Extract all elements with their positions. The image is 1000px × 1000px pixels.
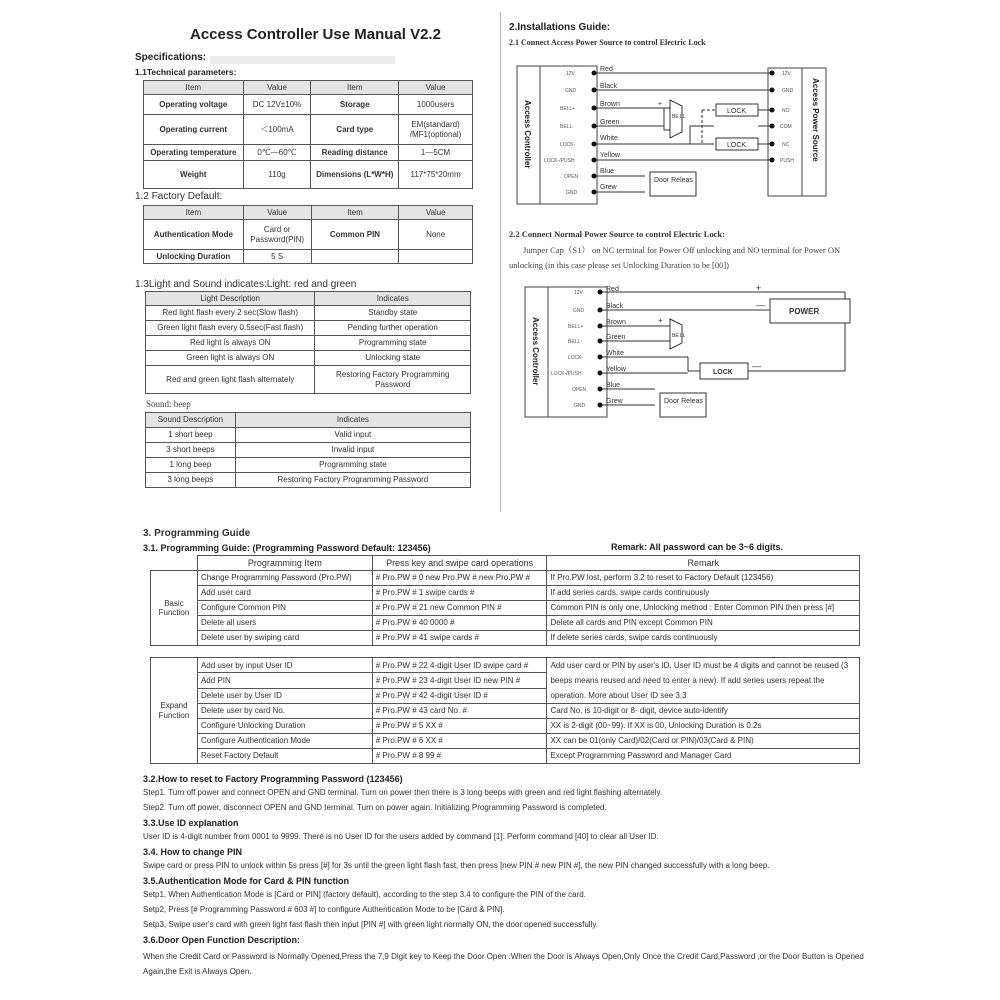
s35-heading: 3.5.Authentication Mode for Card & PIN function (143, 876, 350, 886)
s33-text: User ID is 4-digit number from 0001 to 9999. There is no User ID for the users added by command [1]. Perform command [40] to clear all User ID. (143, 832, 659, 841)
controller-terminal: 12V (566, 71, 575, 77)
lock-label: LOCK (713, 369, 733, 376)
expand-item: Delete user by card No. (197, 704, 372, 719)
ps-terminal: NO (782, 108, 790, 114)
tech-header: Item (311, 81, 399, 95)
factory-cell: Authentication Mode (144, 220, 244, 250)
s33-heading: 3.3.Use ID explanation (143, 818, 239, 828)
ps-terminal: GND (782, 88, 794, 94)
controller-terminal: BELL+ (568, 324, 584, 330)
light-cell: Green light is always ON (146, 351, 315, 366)
ps-terminal: COM (780, 124, 792, 130)
sound-cell: 3 short beeps (146, 443, 236, 458)
light-cell: Red and green light flash alternately (146, 366, 315, 394)
wiring-diagram-1 (510, 60, 840, 210)
factory-cell: 5 S (243, 250, 311, 264)
wire-label: Black (600, 83, 618, 90)
s35-step1: Setp1, When Authentication Mode is [Card or PIN] (factory default), according to the step 3.4 to configure the PIN of the card. (143, 890, 586, 899)
light-cell: Standby state (315, 306, 471, 321)
controller-terminal: GND (573, 308, 585, 314)
col-item-header: Programming Item (197, 556, 372, 571)
sections-block (143, 774, 883, 979)
controller-terminal: LOCK- (560, 142, 576, 148)
controller-terminal: LOCK-/PUSH (551, 371, 582, 377)
basic-op: # Pro.PW # 21 new Common PIN # (372, 601, 547, 616)
wire-label: Grew (606, 398, 623, 405)
column-divider (500, 12, 501, 512)
tech-cell: ＜100mA (243, 115, 311, 145)
expand-function-label: Expand Function (151, 658, 198, 764)
basic-remark: If Pro.PW lost, perform 3.2 to reset to Factory Default (123456) (547, 571, 860, 586)
basic-item: Delete user by swiping card (197, 631, 372, 646)
wire-label: Black (606, 303, 624, 310)
controller-terminal: GND (565, 88, 577, 94)
controller-terminal: GND (566, 190, 578, 196)
specs-heading: Specifications: (135, 52, 207, 63)
factory-header: Value (243, 206, 311, 220)
wiring-diagram-2 (520, 283, 860, 423)
sound-cell: Invalid input (235, 443, 470, 458)
wire-label: Red (600, 66, 613, 73)
controller-label-2: Access Controller (531, 317, 540, 386)
factory-cell (311, 250, 399, 264)
s36-text: When the Credit Card or Password is Normally Opened,Press the 7,9 Digit key to Keep the Door Open .When the Door is Always Open,Only Once the Credit Card,Password ,or the Door Button is Opened Again,the Exit is Always Open. (143, 952, 864, 976)
tech-cell: 110g (243, 161, 311, 189)
basic-op: # Pro.PW # 41 swipe cards # (372, 631, 547, 646)
expand-op: # Pro.PW # 22 4-digit User ID swipe card # (372, 658, 547, 673)
basic-op: # Pro.PW # 0 new Pro.PW # new Pro.PW # (372, 571, 547, 586)
sound-table (145, 412, 471, 488)
expand-op: # Pro.PW # 43 card No. # (372, 704, 547, 719)
tech-cell: Operating voltage (144, 95, 244, 115)
tech-cell: Operating temperature (144, 145, 244, 161)
factory-cell: Common PIN (311, 220, 399, 250)
expand-remark: Card No. is 10-digit or 8- digit, device auto-identify (547, 704, 860, 719)
s34-heading: 3.4. How to change PIN (143, 847, 243, 857)
tech-cell: 1000users (399, 95, 473, 115)
basic-op: # Pro.PW # 40 0000 # (372, 616, 547, 631)
ps-terminal: 12V (782, 71, 791, 77)
expand-item: Add PIN (197, 673, 372, 688)
light-cell: Red light flash every 2 sec(Slow flash) (146, 306, 315, 321)
expand-item: Delete user by User ID (197, 688, 372, 703)
door-release-box-1 (650, 172, 696, 196)
install-sub1: 2.1 Connect Access Power Source to control Electric Lock (509, 38, 706, 47)
door-release-label: Door Releas (654, 177, 693, 184)
expand-op: # Pro.PW # 6 XX # (372, 734, 547, 749)
wire-label: White (600, 135, 618, 142)
tech-header: Value (243, 81, 311, 95)
controller-terminal: BELL- (568, 339, 582, 345)
wire-label: Brown (600, 101, 620, 108)
svg-text:+: + (658, 101, 663, 108)
light-header: Light Description (146, 292, 315, 306)
factory-header: Item (144, 206, 244, 220)
tech-cell: Dimensions (L*W*H) (311, 161, 399, 189)
tech-params-table (143, 80, 473, 189)
lock-label: LOCK (727, 108, 747, 115)
tech-cell: Operating current (144, 115, 244, 145)
col-remark-header: Remark (547, 556, 860, 571)
wire-label: Yellow (600, 152, 620, 159)
light-cell: Pending further operation (315, 321, 471, 336)
ps-terminal: PUSH (780, 158, 794, 164)
power-label: POWER (789, 307, 820, 316)
col-ops-header: Press key and swipe card operations (372, 556, 547, 571)
basic-op: # Pro.PW # 1 swipe cards # (372, 586, 547, 601)
s32-step1: Step1. Turn off power and connect OPEN and GND terminal. Turn on power then there is 3 long beeps with green and red light flashing alternately. (143, 788, 663, 797)
sound-cell: 3 long beeps (146, 473, 236, 488)
door-release-label: Door Releas (664, 398, 703, 405)
expand-remark: Except Programming Password and Manager Card (547, 749, 860, 764)
basic-remark: Delete all cards and PIN except Common PIN (547, 616, 860, 631)
tech-header: Item (144, 81, 244, 95)
bell-label: BE LL (672, 333, 686, 339)
light-cell: Unlocking state (315, 351, 471, 366)
sound-cell: 1 long beep (146, 458, 236, 473)
factory-header: Item (311, 206, 399, 220)
tech-cell: Card type (311, 115, 399, 145)
tech-cell: EM(standard) /MF1(optional) (399, 115, 473, 145)
expand-op: # Pro.PW # 23 4-digit User ID new PIN # (372, 673, 547, 688)
programming-sub: 3.1. Programming Guide: (Programming Password Default: 123456) (143, 543, 431, 553)
tech-cell: Storage (311, 95, 399, 115)
s34-text: Swipe card or press PIN to unlock within 5s press [#] for 3s until the green light flash fast, then press [new PIN # new PIN #], the new PIN changed successfully with a long beep. (143, 861, 770, 870)
svg-text:+: + (756, 283, 762, 293)
s36-heading: 3.6.Door Open Function Description: (143, 935, 301, 945)
lock-label: LOCK (727, 142, 747, 149)
light-cell: Programming state (315, 336, 471, 351)
factory-cell: Card or Password(PIN) (243, 220, 311, 250)
expand-remark: XX can be 01(only Card)/02(Card or PIN)/03(Card & PIN) (547, 734, 860, 749)
controller-terminal: GND (574, 403, 586, 409)
light-table (145, 291, 471, 394)
install-sub2: 2.2 Connect Normal Power Source to control Electric Lock: (509, 229, 725, 239)
light-header: Indicates (315, 292, 471, 306)
wire-label: Green (606, 334, 626, 341)
sound-header: Indicates (235, 413, 470, 428)
tech-cell: 117*75*20mm (399, 161, 473, 189)
controller-terminal: LOCK- (568, 355, 584, 361)
sound-cell: 1 short beep (146, 428, 236, 443)
tech-cell: 1—5CM (399, 145, 473, 161)
sound-header: Sound Description (146, 413, 236, 428)
basic-item: Configure Common PIN (197, 601, 372, 616)
ps-terminal: NC (782, 142, 790, 148)
door-release-box-2 (660, 393, 706, 417)
s35-step2: Setp2, Press [# Programming Password # 603 #] to configure Authentication Mode to be [Card & PIN]. (143, 905, 505, 914)
programming-table (150, 555, 860, 764)
wire-label: Brown (606, 319, 626, 326)
tech-cell: Reading distance (311, 145, 399, 161)
expand-op: # Pro.PW # 8 99 # (372, 749, 547, 764)
factory-heading: 1.2 Factory Default: (135, 191, 223, 202)
tech-cell: 0℃—60℃ (243, 145, 311, 161)
factory-cell: None (399, 220, 473, 250)
install-heading: 2.Installations Guide: (509, 22, 611, 33)
basic-remark: Common PIN is only one, Unlocking method : Enter Common PIN then press [#] (547, 601, 860, 616)
basic-item: Delete all users (197, 616, 372, 631)
controller-terminal: BELL- (560, 124, 574, 130)
wire-label: Blue (600, 168, 615, 175)
controller-terminal: OPEN (564, 174, 579, 180)
wire-label: Grew (600, 184, 617, 191)
factory-cell (399, 250, 473, 264)
light-heading: 1.3Light and Sound indicates:Light: red and green (135, 279, 357, 290)
svg-text:—: — (752, 361, 761, 371)
sound-cell: Programming state (235, 458, 470, 473)
expand-item: Configure Unlocking Duration (197, 719, 372, 734)
programming-heading: 3. Programming Guide (143, 528, 251, 539)
controller-terminal: BELL+ (560, 106, 576, 112)
controller-terminal: OPEN (572, 387, 587, 393)
wire-label: White (606, 350, 624, 357)
controller-terminal: LOCK-/PUSH (544, 158, 575, 164)
expand-item: Add user by input User ID (197, 658, 372, 673)
expand-remark-merged: Add user card or PIN by user's ID. User ID must be 4 digits and cannot be reused (3 beeps means reused and need to enter a new). If add series users repeat the operation. More about User ID see 3.3 (547, 658, 860, 704)
power-source-label: Access Power Source (811, 78, 820, 162)
wire-label: Yellow (606, 366, 626, 373)
svg-text:—: — (756, 300, 765, 310)
tech-cell: Weight (144, 161, 244, 189)
specs-heading-bar (210, 56, 395, 64)
basic-item: Change Programming Password (Pro.PW) (197, 571, 372, 586)
sound-cell: Restoring Factory Programming Password (235, 473, 470, 488)
light-cell: Red light is always ON (146, 336, 315, 351)
s32-step2: Step2. Turn off power, disconnect OPEN and GND terminal. Turn on power again. Initializing Programming Password is completed. (143, 803, 607, 812)
basic-function-label: Basic Function (151, 571, 198, 646)
sound-cell: Valid input (235, 428, 470, 443)
expand-item: Reset Factory Default (197, 749, 372, 764)
expand-op: # Pro.PW # 5 XX # (372, 719, 547, 734)
basic-remark: If delete series cards, swipe cards continuously (547, 631, 860, 646)
light-cell: Green light flash every 0.5sec(Fast flash) (146, 321, 315, 336)
factory-header: Value (399, 206, 473, 220)
expand-remark: XX is 2-digit (00~99). If XX is 00, Unlocking Duration is 0.2s (547, 719, 860, 734)
tech-cell: DC 12V±10% (243, 95, 311, 115)
light-cell: Restoring Factory Programming Password (315, 366, 471, 394)
expand-item: Configure Authentication Mode (197, 734, 372, 749)
svg-text:+: + (658, 316, 663, 325)
basic-item: Add user card (197, 586, 372, 601)
tech-header: Value (399, 81, 473, 95)
bell-label: BE LL (672, 114, 686, 120)
manual-title: Access Controller Use Manual V2.2 (190, 26, 441, 43)
wire-label: Blue (606, 382, 621, 389)
expand-op: # Pro.PW # 42 4-digit User ID # (372, 688, 547, 703)
tech-heading: 1.1Technical parameters: (135, 67, 237, 77)
factory-default-table (143, 205, 473, 264)
factory-cell: Unlocking Duration (144, 250, 244, 264)
controller-label: Access Controller (523, 100, 532, 169)
wire-label: Red (606, 286, 619, 293)
install-sub2-text: Jumper Cap（S1） on NC terminal for Power Off unlocking and NO terminal for Power ON unlocking (in this case please set Unlocking Duration to be [00]) (509, 245, 841, 270)
s35-step3: Setp3, Swipe user's card with green light fast flash then input [PIN #] with green light normally ON, the door opened successfully. (143, 920, 598, 929)
sound-label: Sound: beep (146, 399, 191, 409)
basic-remark: If add series cards, swipe cards continuously (547, 586, 860, 601)
wire-label: Green (600, 119, 620, 126)
controller-terminal: 12V (574, 290, 583, 296)
remark-note: Remark: All password can be 3~6 digits. (611, 542, 783, 552)
s32-heading: 3.2.How to reset to Factory Programming Password (123456) (143, 774, 403, 784)
